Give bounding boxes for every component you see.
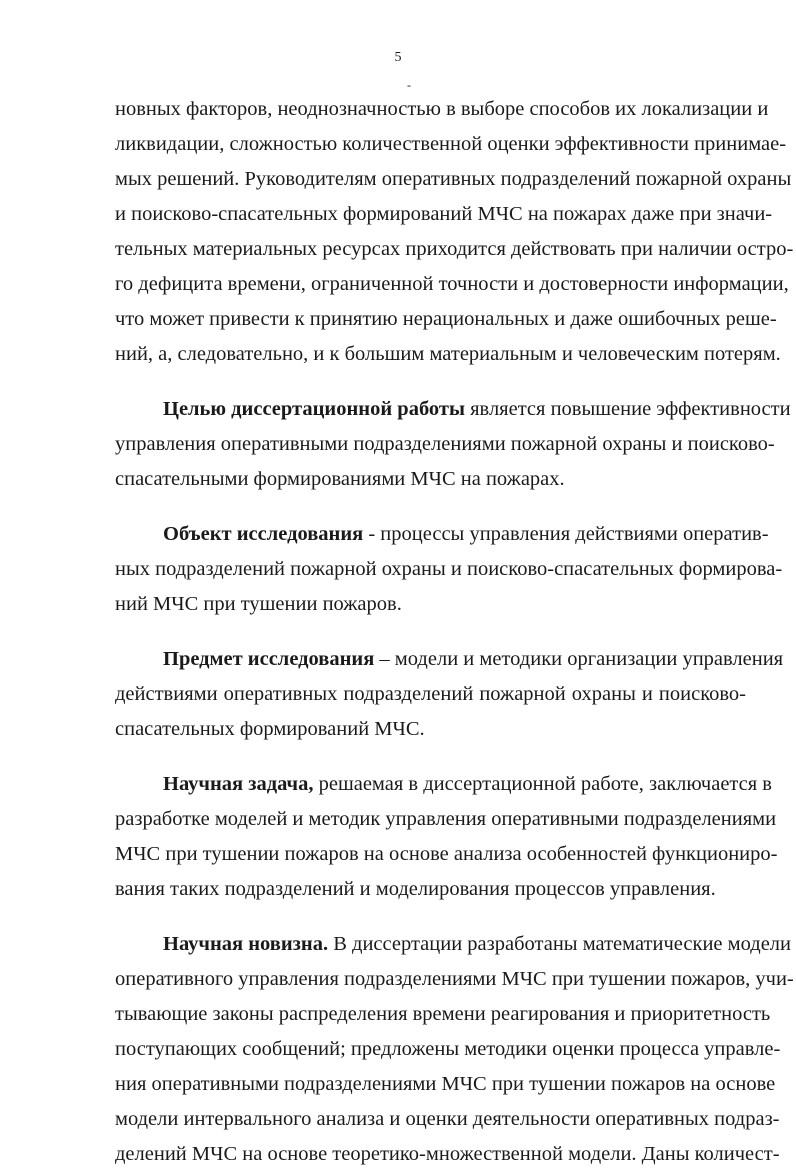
text-line: мых решений. Руководителям оперативных подразделений пожарной охраны: [115, 168, 792, 190]
text-run: В диссертации разработаны математические модели: [328, 933, 792, 955]
text-line: поступающих сообщений; предложены методики оценки процесса управле-: [115, 1038, 781, 1060]
text-line: ний МЧС при тушении пожаров.: [115, 593, 402, 615]
text-line: тельных материальных ресурсах приходится действовать при наличии остро-: [115, 238, 794, 260]
text-line: тывающие законы распределения времени реагирования и приоритетность: [115, 1003, 771, 1025]
text-line: ния оперативными подразделениями МЧС при тушении пожаров на основе: [115, 1073, 776, 1095]
text-line: го дефицита времени, ограниченной точности и достоверности информации,: [115, 273, 789, 295]
text-line: [115, 927, 792, 962]
text-line: модели интервального анализа и оценки деятельности оперативных подраз-: [115, 1108, 780, 1130]
text-line: [115, 767, 772, 802]
text-line: [115, 517, 769, 552]
text-line: спасательных формирований МЧС.: [115, 718, 425, 740]
paragraph-continuation: [115, 92, 794, 372]
text-line: что может привести к принятию нерациональных и даже ошибочных реше-: [115, 308, 777, 330]
text-run: – модели и методики организации управления: [374, 648, 784, 670]
paragraph-scientific-novelty: [115, 927, 794, 1172]
text-run: решаемая в диссертационной работе, заключается в: [313, 773, 772, 795]
paragraph-subject: [115, 642, 784, 747]
paragraph-scientific-task: [115, 767, 778, 907]
text-line: делений МЧС на основе теоретико-множественной модели. Даны количест-: [115, 1143, 780, 1165]
document-body: [115, 92, 794, 1172]
text-line: оперативного управления подразделениями МЧС при тушении пожаров, учи-: [115, 968, 794, 990]
object-heading: Объект исследования: [163, 523, 364, 545]
text-line: [115, 392, 791, 427]
paragraph-object: [115, 517, 783, 622]
text-line: новных факторов, неоднозначностью в выборе способов их локализации и: [115, 98, 769, 120]
page-number: 5: [394, 50, 402, 65]
scientific-task-heading: Научная задача,: [163, 773, 314, 795]
text-line: ных подразделений пожарной охраны и поисково-спасательных формирова-: [115, 558, 783, 580]
header-dash: -: [407, 78, 411, 92]
text-line: ликвидации, сложностью количественной оценки эффективности принимае-: [115, 133, 787, 155]
text-line: МЧС при тушении пожаров на основе анализа особенностей функциониро-: [115, 843, 778, 865]
text-line: и поисково-спасательных формирований МЧС на пожарах даже при значи-: [115, 203, 773, 225]
text-line: спасательными формированиями МЧС на пожарах.: [115, 468, 565, 490]
text-line: вания таких подразделений и моделирования процессов управления.: [115, 878, 716, 900]
text-run: является повышение эффективности: [464, 398, 791, 420]
scientific-novelty-heading: Научная новизна.: [163, 933, 329, 955]
text-line: разработке моделей и методик управления оперативными подразделениями: [115, 808, 777, 830]
goal-heading: Целью диссертационной работы: [163, 398, 465, 420]
paragraph-goal: [115, 392, 791, 497]
text-line: [115, 642, 784, 677]
text-run: - процессы управления действиями оператив-: [363, 523, 769, 545]
subject-heading: Предмет исследования: [163, 648, 375, 670]
text-line: ний, а, следовательно, и к большим материальным и человеческим потерям.: [115, 343, 781, 365]
text-line: управления оперативными подразделениями пожарной охраны и поисково-: [115, 433, 775, 455]
text-line: действиями оперативных подразделений пожарной охраны и поисково-: [115, 683, 746, 705]
